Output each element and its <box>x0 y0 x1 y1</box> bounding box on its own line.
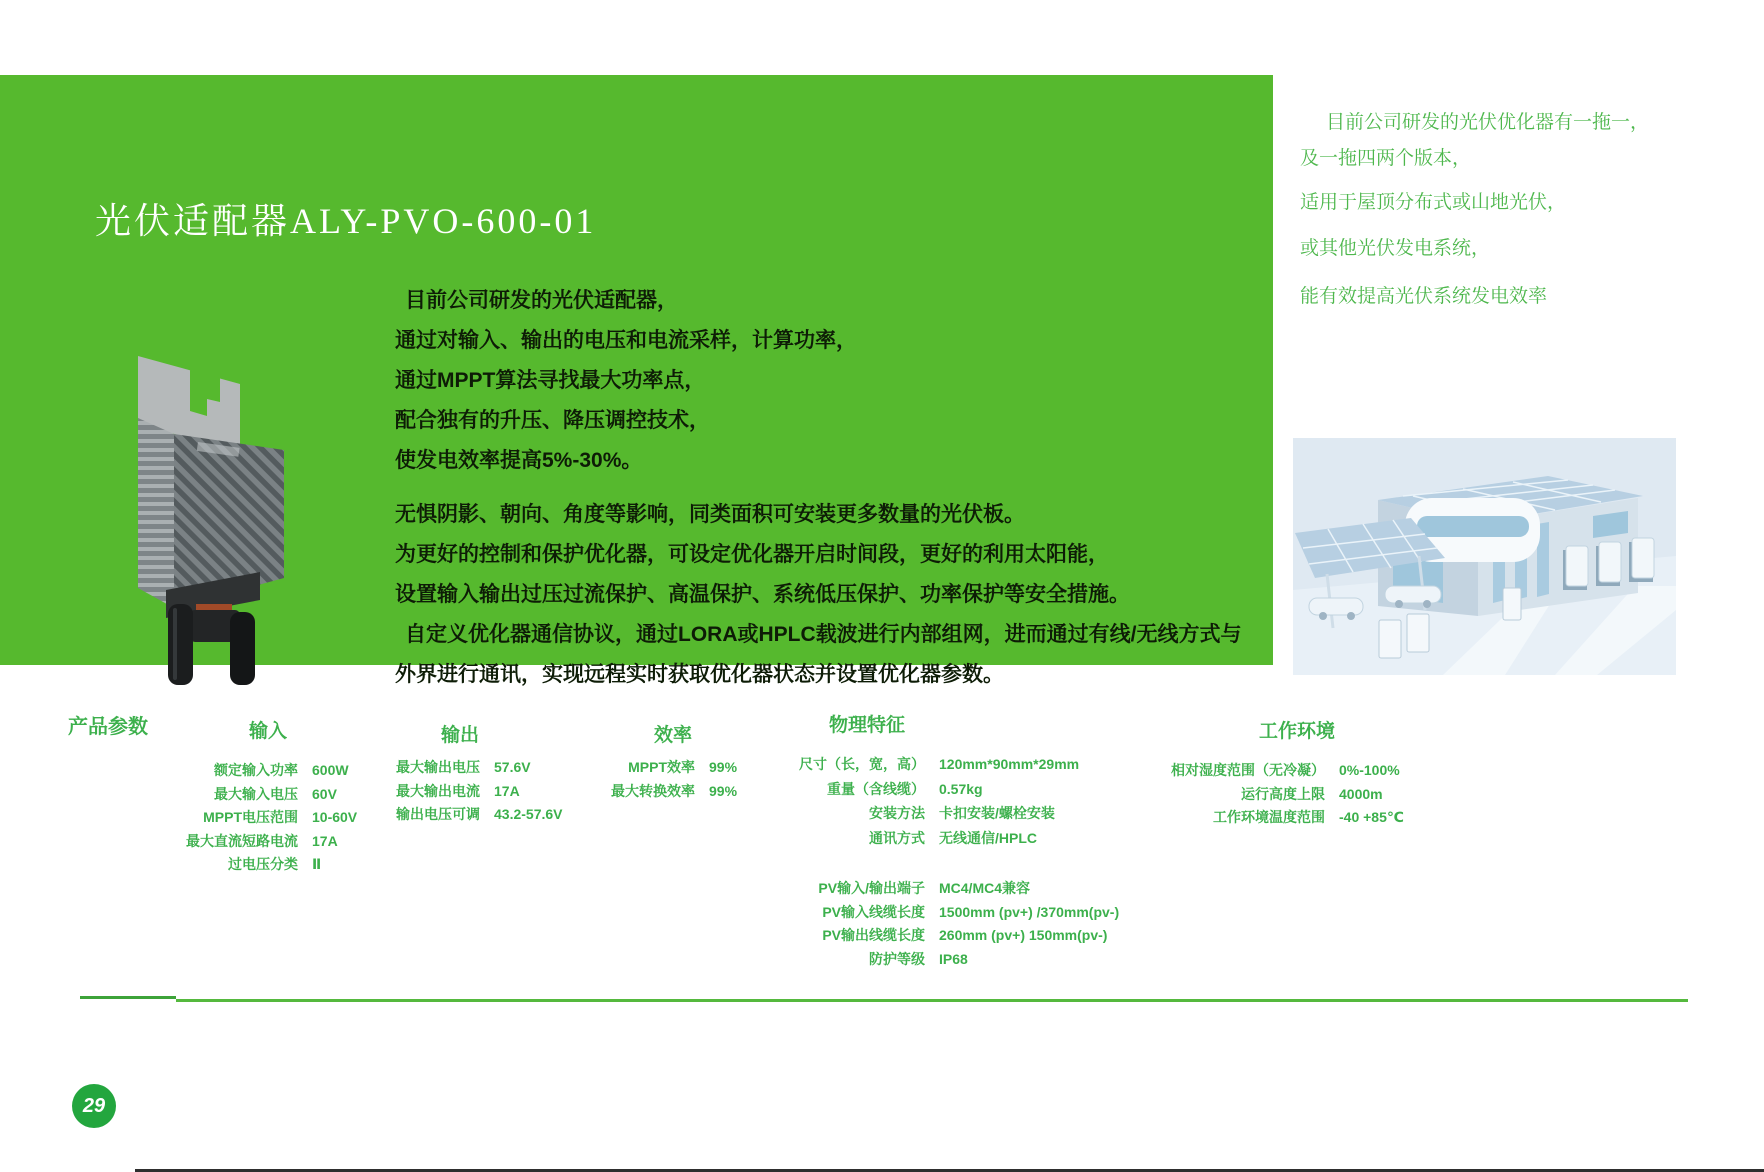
spec-value: 600W <box>312 762 349 778</box>
spec-value: 0%-100% <box>1339 762 1400 778</box>
cable-left <box>168 604 193 685</box>
sidebar-line: 适用于屋顶分布式或山地光伏， <box>1300 192 1567 213</box>
spec-header-environment: 工作环境 <box>1259 721 1336 742</box>
spec-label: 额定输入功率 <box>214 762 298 778</box>
spec-label: 最大转换效率 <box>611 782 695 799</box>
spec-value: 260mm (pv+) 150mm(pv-) <box>939 927 1108 943</box>
spec-value: 0.57kg <box>939 780 983 797</box>
paragraph-line: 无惧阴影、朝向、角度等影响，同类面积可安装更多数量的光伏板。 <box>395 503 1025 526</box>
spec-rows-output <box>355 756 563 827</box>
sidebar-line: 或其他光伏发电系统， <box>1300 238 1491 259</box>
divider-rule-left-segment <box>80 996 176 999</box>
spec-value: 卡扣安装/螺栓安装 <box>939 805 1055 821</box>
paragraph-line: 使发电效率提高5%-30%。 <box>395 449 643 472</box>
sidebar-line: 目前公司研发的光伏优化器有一拖一， <box>1326 112 1650 133</box>
page-number-badge: 29 <box>72 1084 116 1128</box>
spec-value: 10-60V <box>312 809 358 825</box>
spec-value: Ⅱ <box>312 856 322 872</box>
spec-header-efficiency: 效率 <box>654 725 693 746</box>
spec-label: 尺寸（长，宽，高） <box>799 756 925 772</box>
spec-label: 输出电压可调 <box>396 806 480 822</box>
spec-label: 通讯方式 <box>869 829 925 846</box>
spec-value: 57.6V <box>494 759 531 775</box>
spec-value: MC4/MC4兼容 <box>939 880 1031 896</box>
spec-label: 重量（含线缆） <box>827 780 925 797</box>
spec-label: PV输入线缆长度 <box>822 903 925 920</box>
spec-value: 1500mm (pv+) /370mm(pv-) <box>939 903 1120 920</box>
spec-header-input: 输入 <box>249 721 288 742</box>
spec-label: 最大输出电压 <box>396 759 480 775</box>
cable-highlight <box>173 608 177 680</box>
spec-value: 17A <box>312 832 338 849</box>
hero-paragraph-2 <box>395 495 1242 695</box>
hero-banner <box>0 75 1273 686</box>
spec-value: -40 +85℃ <box>1339 809 1404 825</box>
product-photo <box>110 340 380 685</box>
paragraph-line: 为更好的控制和保护优化器，可设定优化器开启时间段，更好的利用太阳能， <box>395 543 1109 566</box>
spec-label: 工作环境温度范围 <box>1213 809 1325 825</box>
canopy-window <box>1417 516 1529 537</box>
paragraph-line: 通过对输入、输出的电压和电流采样，计算功率， <box>395 329 857 352</box>
sidebar-line: 能有效提高光伏系统发电效率 <box>1300 286 1548 307</box>
spec-label: 防护等级 <box>869 950 925 967</box>
spec-value: 120mm*90mm*29mm <box>939 756 1080 772</box>
spec-label: 相对湿度范围（无冷凝） <box>1171 762 1325 778</box>
divider-rule <box>176 999 1688 1002</box>
heatsink-side <box>138 418 174 608</box>
section-label-product-params: 产品参数 <box>68 716 148 738</box>
paragraph-line: 设置输入输出过压过流保护、高温保护、系统低压保护、功率保护等安全措施。 <box>395 583 1130 606</box>
page-title: 光伏适配器ALY-PVO-600-01 <box>95 201 597 241</box>
spec-rows-environment <box>1133 759 1404 830</box>
spec-value: 无线通信/HPLC <box>939 829 1037 846</box>
spec-rows-physical-pv <box>745 877 1119 971</box>
spec-label: PV输入/输出端子 <box>818 880 925 896</box>
spec-rows-physical <box>745 752 1079 850</box>
building-illustration <box>1293 438 1676 675</box>
spec-label: MPPT效率 <box>628 759 695 775</box>
paragraph-line: 外界进行通讯，实现远程实时获取优化器状态并设置优化器参数。 <box>395 663 1004 686</box>
spec-label: 最大直流短路电流 <box>186 832 298 849</box>
sidebar-description <box>1300 112 1752 308</box>
sidebar-line: 及一拖四两个版本， <box>1300 148 1472 169</box>
spec-label: 过电压分类 <box>228 856 298 872</box>
paragraph-line: 自定义优化器通信协议，通过LORA或HPLC载波进行内部组网，进而通过有线/无线方式与 <box>405 623 1242 646</box>
spec-value: 99% <box>709 782 738 799</box>
spec-value: 43.2-57.6V <box>494 806 563 822</box>
spec-value: 99% <box>709 759 738 775</box>
hero-paragraph-1 <box>395 281 857 481</box>
paragraph-line: 通过MPPT算法寻找最大功率点， <box>395 369 706 392</box>
spec-label: PV输出线缆长度 <box>822 927 925 943</box>
spec-value: IP68 <box>939 950 968 967</box>
cable-right <box>230 612 255 685</box>
spec-label: 安装方法 <box>869 805 925 821</box>
spec-value: 60V <box>312 785 337 802</box>
spec-label: 运行高度上限 <box>1241 785 1325 802</box>
paragraph-line: 配合独有的升压、降压调控技术， <box>395 409 710 432</box>
spec-label: MPPT电压范围 <box>203 809 298 825</box>
spec-label: 最大输入电压 <box>214 785 298 802</box>
spec-label: 最大输出电流 <box>396 782 480 799</box>
spec-rows-efficiency <box>558 756 737 803</box>
spec-header-physical: 物理特征 <box>829 715 906 736</box>
spec-value: 4000m <box>1339 785 1383 802</box>
spec-header-output: 输出 <box>441 725 480 746</box>
spec-value: 17A <box>494 782 520 799</box>
spec-rows-input <box>90 759 357 877</box>
paragraph-line: 目前公司研发的光伏适配器， <box>405 289 678 312</box>
